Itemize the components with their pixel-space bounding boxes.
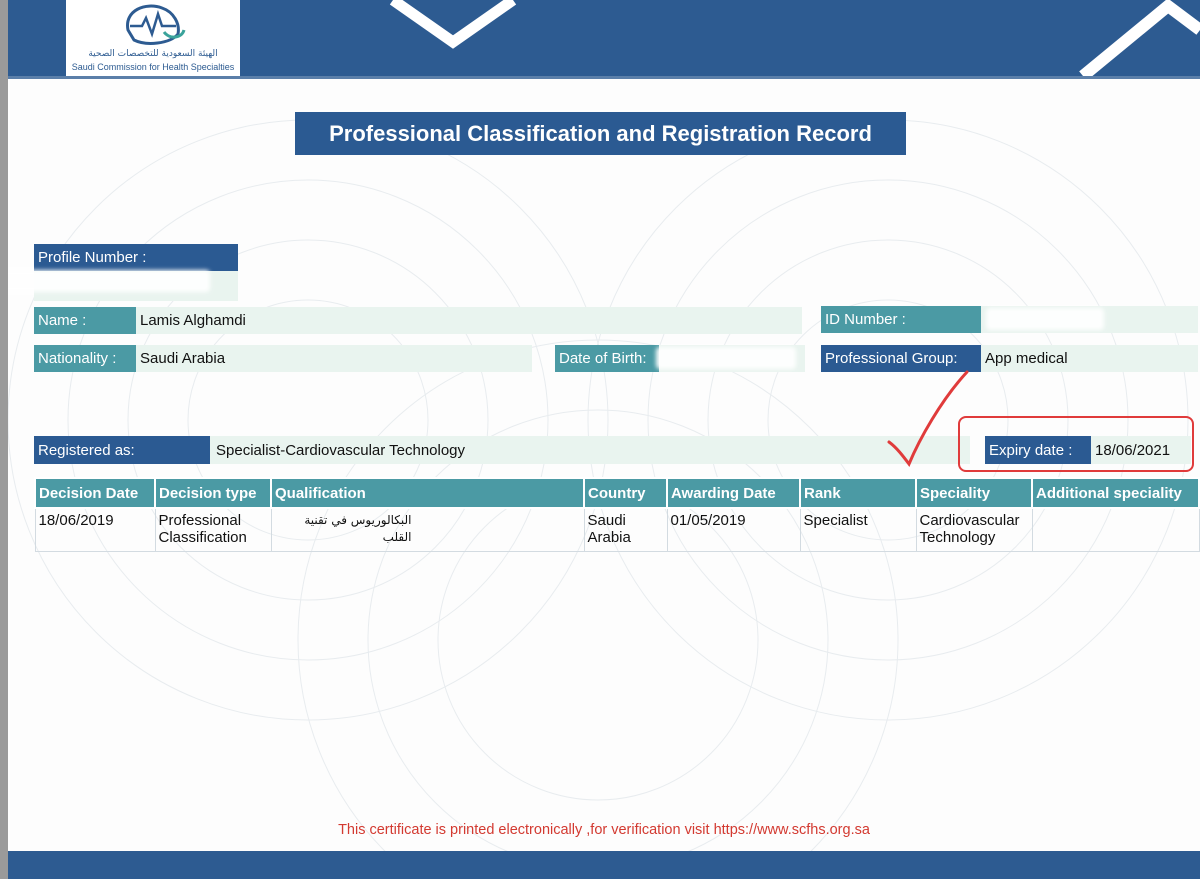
name-label: Name : [34, 307, 136, 334]
cell-rank: Specialist [800, 508, 916, 552]
date-of-birth-label: Date of Birth: [555, 345, 659, 372]
col-header-qualification: Qualification [271, 478, 584, 508]
professional-group-value: App medical [981, 345, 1198, 372]
col-header-speciality: Speciality [916, 478, 1032, 508]
cell-decision-date: 18/06/2019 [35, 508, 155, 552]
page-left-edge [0, 0, 8, 879]
cell-additional-speciality [1032, 508, 1199, 552]
header-band [8, 0, 1200, 76]
expiry-date-label: Expiry date : [985, 436, 1091, 464]
col-header-rank: Rank [800, 478, 916, 508]
page-title: Professional Classification and Registration Record [295, 112, 906, 155]
redacted-id-number [986, 308, 1104, 330]
logo-english-text: Saudi Commission for Health Specialties [71, 62, 235, 72]
col-header-awarding-date: Awarding Date [667, 478, 800, 508]
heartbeat-logo-icon [66, 0, 240, 50]
red-circle-annotation [958, 416, 1194, 472]
decision-table [34, 477, 1200, 552]
col-header-decision-date: Decision Date [35, 478, 155, 508]
logo-arabic-text: الهيئة السعودية للتخصصات الصحية [88, 49, 218, 59]
certificate-page [8, 0, 1200, 879]
id-number-label: ID Number : [821, 306, 981, 333]
scfhs-logo [66, 0, 240, 76]
cell-decision-type: Professional Classification [155, 508, 271, 552]
footer-band [8, 851, 1200, 879]
cell-country: Saudi Arabia [584, 508, 667, 552]
col-header-additional-speciality: Additional speciality [1032, 478, 1199, 508]
cell-speciality: Cardiovascular Technology [916, 508, 1032, 552]
col-header-decision-type: Decision type [155, 478, 271, 508]
redacted-profile-number [8, 270, 210, 292]
verification-footer: This certificate is printed electronically ,for verification visit https://www.scfhs.org.sa [338, 822, 870, 838]
expiry-date-value: 18/06/2021 [1091, 436, 1191, 464]
registered-as-label: Registered as: [34, 436, 210, 464]
profile-number-label: Profile Number : [34, 244, 238, 271]
table-header-row [35, 478, 1199, 508]
redacted-date-of-birth [656, 347, 796, 369]
header-rule [8, 76, 1200, 79]
col-header-country: Country [584, 478, 667, 508]
cell-qualification: البكالوريوس في تقنية القلب [271, 508, 584, 552]
name-value: Lamis Alghamdi [136, 307, 802, 334]
professional-group-label: Professional Group: [821, 345, 981, 372]
registered-as-value: Specialist-Cardiovascular Technology [210, 436, 970, 464]
cell-awarding-date: 01/05/2019 [667, 508, 800, 552]
nationality-label: Nationality : [34, 345, 136, 372]
nationality-value: Saudi Arabia [136, 345, 532, 372]
table-row [35, 508, 1199, 552]
